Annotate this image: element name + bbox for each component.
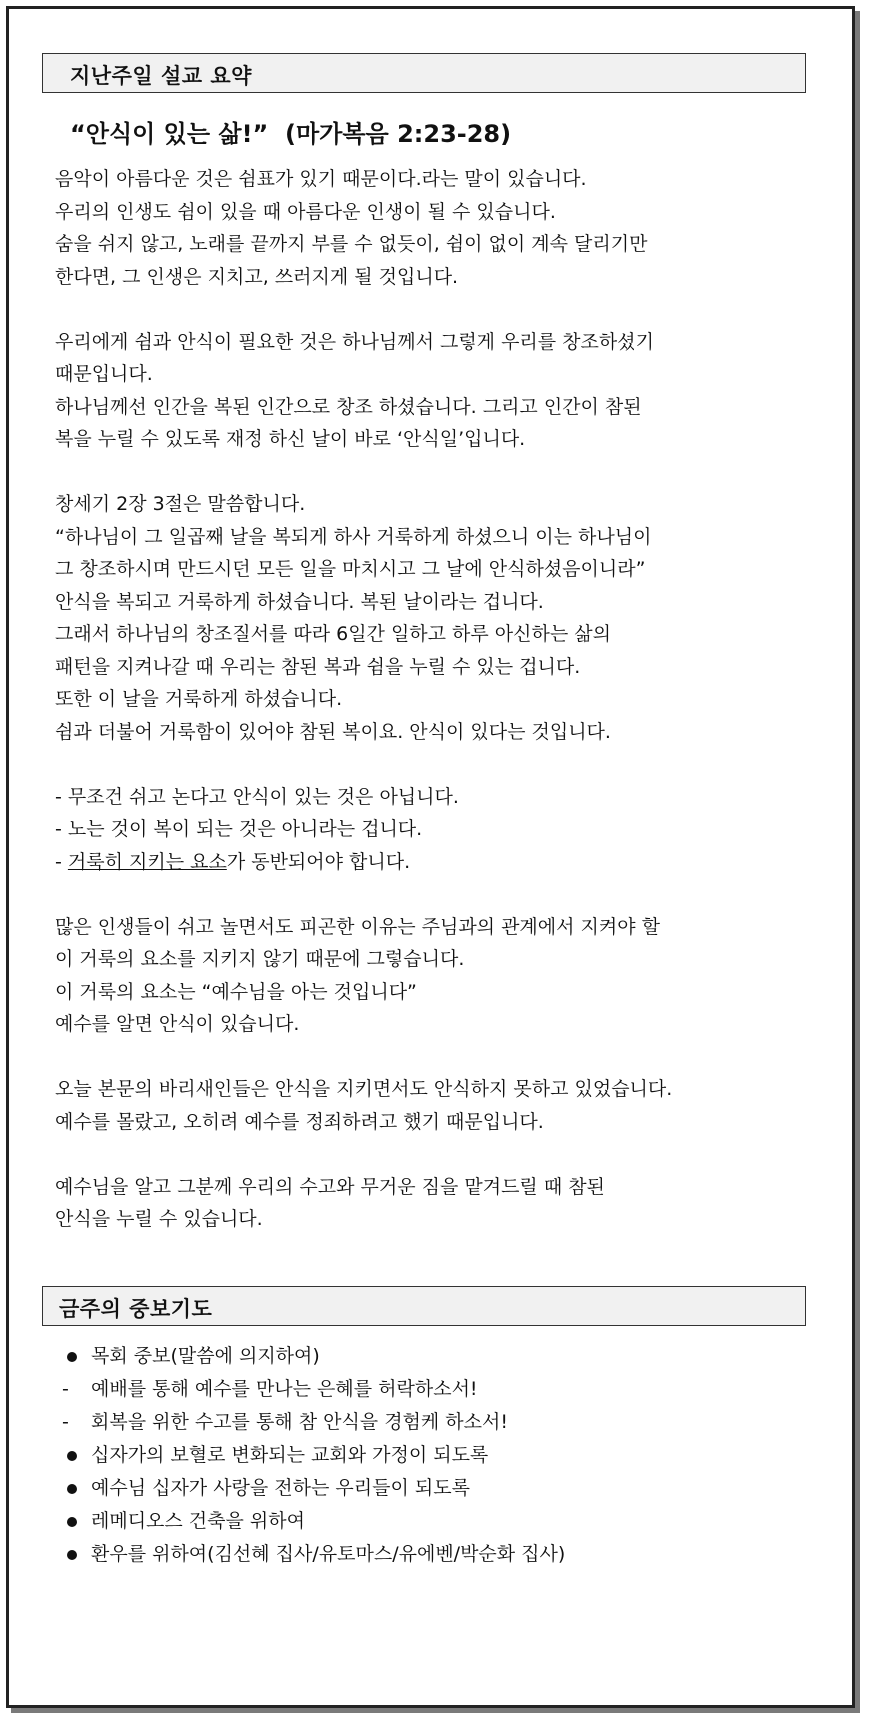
prayer-item-text: 환우를 위하여(김선혜 집사/유토마스/유에벤/박순화 집사) [91,1543,566,1565]
sermon-line: 많은 인생들이 쉬고 놀면서도 피곤한 이유는 주님과의 관계에서 지켜야 할 [55,915,660,938]
line-prefix: - [55,850,68,873]
sermon-line: 우리에게 쉼과 안식이 필요한 것은 하나님께서 그렇게 우리를 창조하셨기 [55,330,654,353]
sermon-line: 예수를 알면 안식이 있습니다. [55,1013,300,1035]
paragraph-gap [55,748,815,781]
prayer-subitem [62,1406,802,1439]
sermon-line: 때문입니다. [55,363,153,385]
sermon-title: “안식이 있는 삶!” (마가복음 2:23-28) [70,120,512,148]
sermon-line: 예수를 몰랐고, 오히려 예수를 정죄하려고 했기 때문입니다. [55,1110,544,1133]
prayer-section-header [42,1286,806,1326]
bullet-icon [67,1517,77,1527]
prayer-item-text: 회복을 위한 수고를 통해 참 안식을 경험케 하소서! [91,1411,508,1433]
sermon-line: 또한 이 날을 거룩하게 하셨습니다. [55,688,343,710]
sermon-line: 그 창조하시며 만드시던 모든 일을 마치시고 그 날에 안식하셨음이니라” [55,558,646,580]
bullet-icon [67,1451,77,1461]
sermon-line: - 무조건 쉬고 논다고 안식이 있는 것은 아닙니다. [55,785,459,808]
prayer-item [62,1505,802,1538]
bullet-icon [67,1352,77,1362]
sermon-line: 한다면, 그 인생은 지치고, 쓰러지게 될 것입니다. [55,265,459,288]
sermon-line: 숨을 쉬지 않고, 노래를 끝까지 부를 수 없듯이, 쉼이 없이 계속 달리기만 [55,233,648,255]
dash-marker: - [62,1378,69,1400]
prayer-item [62,1439,802,1472]
paragraph-gap [55,878,815,911]
sermon-line: 이 거룩의 요소는 “예수님을 아는 것입니다” [55,980,417,1003]
prayer-item [62,1472,802,1505]
sermon-line: 안식을 복되고 거룩하게 하셨습니다. 복된 날이라는 겁니다. [55,590,544,613]
prayer-section-title: 금주의 중보기도 [59,1297,213,1321]
prayer-item-text: 레메디오스 건축을 위하여 [91,1510,305,1532]
sermon-line: 안식을 누릴 수 있습니다. [55,1208,263,1230]
sermon-line: 그래서 하나님의 창조질서를 따라 6일간 일하고 하루 아신하는 삶의 [55,623,611,645]
prayer-subitem [62,1373,802,1406]
paragraph-gap [55,293,815,326]
sermon-section-header [42,53,806,93]
bullet-icon [67,1550,77,1560]
sermon-line: 하나님께선 인간을 복된 인간으로 창조 하셨습니다. 그리고 인간이 참된 [55,395,642,418]
prayer-item [62,1340,802,1373]
sermon-section-title: 지난주일 설교 요약 [70,64,252,88]
sermon-line: 오늘 본문의 바리새인들은 안식을 지키면서도 안식하지 못하고 있었습니다. [55,1078,673,1100]
sermon-line: 쉼과 더불어 거룩함이 있어야 참된 복이요. 안식이 있다는 것입니다. [55,720,611,743]
prayer-item-text: 목회 중보(말씀에 의지하여) [91,1345,320,1367]
sermon-line: 음악이 아름다운 것은 쉼표가 있기 때문이다.라는 말이 있습니다. [55,168,587,190]
sermon-line-underlined [55,846,815,879]
prayer-item-text: 십자가의 보혈로 변화되는 교회와 가정이 되도록 [91,1444,489,1466]
sermon-line: 우리의 인생도 쉼이 있을 때 아름다운 인생이 될 수 있습니다. [55,200,556,223]
prayer-item-text: 예배를 통해 예수를 만나는 은혜를 허락하소서! [91,1378,478,1400]
dash-marker: - [62,1411,69,1433]
sermon-summary [55,163,815,1236]
sermon-line: 복을 누릴 수 있도록 재정 하신 날이 바로 ‘안식일’입니다. [55,428,526,450]
paragraph-gap [55,1138,815,1171]
prayer-list [62,1340,802,1571]
sermon-line: 패턴을 지켜나갈 때 우리는 참된 복과 쉼을 누릴 수 있는 겁니다. [55,655,581,678]
holiness-element-text: 거룩히 지키는 요소 [67,850,227,873]
prayer-item-text: 예수님 십자가 사랑을 전하는 우리들이 되도록 [91,1477,470,1499]
paragraph-gap [55,456,815,489]
sermon-line: 이 거룩의 요소를 지키지 않기 때문에 그렇습니다. [55,948,465,970]
bullet-icon [67,1484,77,1494]
paragraph-gap [55,1041,815,1074]
sermon-line: - 노는 것이 복이 되는 것은 아니라는 겁니다. [55,818,423,840]
prayer-item [62,1538,802,1571]
line-suffix: 가 동반되어야 합니다. [226,850,411,873]
sermon-line: “하나님이 그 일곱째 날을 복되게 하사 거룩하게 하셨으니 이는 하나님이 [55,525,652,548]
sermon-line: 창세기 2장 3절은 말씀합니다. [55,493,306,515]
sermon-line: 예수님을 알고 그분께 우리의 수고와 무거운 짐을 맡겨드릴 때 참된 [55,1175,605,1198]
